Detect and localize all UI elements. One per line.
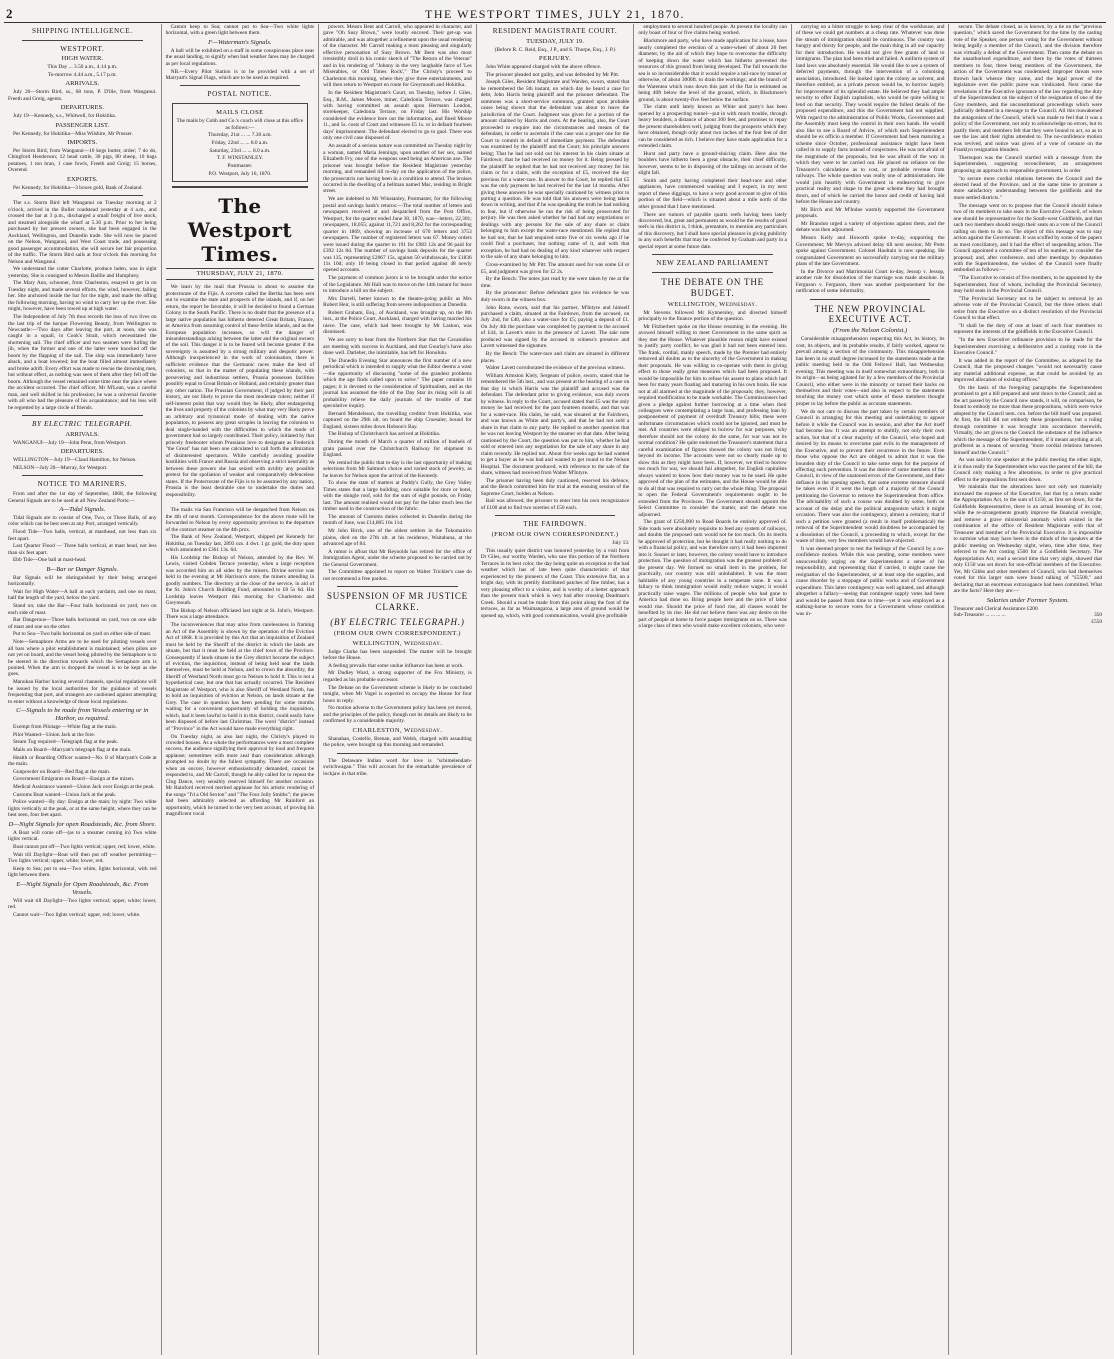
paragraph: Mr Brandon urged a variety of objections against them, and the debate was then adjourned.	[795, 220, 945, 234]
paragraph: Bar Dangerous—Three balls horizontal on yard, two on one side of mast and one on the other.	[8, 617, 157, 630]
paragraph: Considerable misapprehension respecting this Act, its history, its cost, its objects, and its probable results, if fairly worked, appear to prevail among a section of the community. This misapprehension has been in no small degree increased by the statements made at the public meeting held in the Odd Fellows' Hall, last Wednesday evening. This meeting was in itself somewhat extraordinary, both in its origin—as being agitated for by a few members of the Provincial Council, who either were in the minority or turned their backs on themselves and their votes—and also in respect to the statements touching the money cost which some of those members thought proper to lay before the public as accurate statements.	[795, 336, 945, 407]
paragraph: Mr John Birck, one of the oldest settlers in the Tokomairiro plains, died on the 27th ult. at his residence, Waitahuna, at the advanced age of 84.	[323, 528, 472, 548]
divider	[22, 475, 143, 476]
column-3	[319, 24, 477, 1355]
paragraph: Postmaster.	[227, 162, 253, 169]
page-number: 2	[6, 6, 13, 21]
paragraph: On the basis of the foregoing paragraphs the Superintendent promised to get a bill prepared and sent down to the Council; and as the act passed by the Council now stands, it will, on comparison, be found to embody no more than these propositions, which were twice adopted by the Council nem. con. before the bill itself was prepared. At first, the bill did not embody these propositions, but a ruling through committee it was brought into accordance therewith. Virtually, the act gives to the Council the substance of the influence which the message of the Superintendent, if it meant anything at all, proffered as a means of securing "more cordial relations between himself and the Council."	[953, 384, 1103, 456]
paragraph: The message went on to propose that the Council should induce two of its members to take seats in the Executive Council, of whom one should be representative for the South-west Goldfields, and that such two members should resign their seats on a vote of the Council calling on them to do so. The object of this message was to stay action against the Government. It was scoffed by some of the papers as most conciliatory, and it had the effect of suspending action. The Council appointed a committee of ten of its number, to consider the proposal; and, after conference, and after meetings by deputation with the Superintendent, the wishes of the Council were finally embodied as follows:—	[953, 202, 1103, 274]
dateline: THURSDAY, JULY 21, 1870.	[166, 268, 315, 280]
paragraph: Mr Dudley Ward, a strong supporter of the Fox Ministry, is regarded as his probable successor.	[323, 670, 472, 683]
paragraph: July 20—Storm Bird, ss., 68 tons, P. D'ille, from Wanganui. Freeth and Greig, agents.	[8, 89, 157, 102]
paragraph: Per Kennedy, for Hokitika—Miss Wilshire, Mr Prosser.	[13, 130, 133, 137]
divider	[337, 753, 458, 754]
divider	[495, 515, 616, 516]
paragraph: The mails via San Francisco will be despatched from Nelson on the 4th of next month. Correspondence for the above route will be forwarded to Nelson by every opportunity previous to the departure of the contract steamer on the 4th prox.	[165, 507, 315, 533]
paragraph: "The Executive to consist of five members, to be appointed by the Superintendent, four of whom, including the Provincial Secretary, may hold seats in the Provincial Council.	[953, 275, 1103, 295]
paragraph: It was added in the report of the Committee, as adopted by the Council, that the proposed changes "would not necessarily cause any material additional expense, as that could be avoided by an improved allocation of existing offices."	[953, 357, 1103, 384]
paragraph: Flood Tide—Two balls, vertical, at masthead, not less than six feet apart.	[8, 529, 157, 542]
paragraph: The amount of Customs duties collected in Dunedin during the month of June, was £14,805 16s 11d.	[323, 513, 472, 527]
paragraph: Exempt from Pilotage —White flag at the main.	[13, 723, 117, 730]
paragraph: Steam Tug required—Telegraph flag at the peak.	[13, 739, 119, 746]
paragraph: Thursday, 21st ... ... 7.30 a.m.	[207, 132, 272, 139]
paragraph: In the Resident Magistrate's Court, on Tuesday, before J. Giles, Esq., R.M., James Moore, miner, Caledonia Terrace, was charged with having committed an assault upon Hermann London, storekeeper, Caledonia Terrace, on Friday last. His Worship considered the evidence bore out the information, and fined Moore 1l., and 5s. costs of Court and witnesses £5 1s. or in default fourteen days' imprisonment. The defendant elected to go to gaol. There was only one civil case disposed of.	[323, 90, 472, 142]
paragraph: Wait for High Water—A ball at each yardarm, and one on mast, half the length of the yard, below the yard.	[8, 588, 157, 602]
subheading: CHARLESTON, Wednesday.	[352, 726, 443, 734]
paragraph: Thereupon was the Council startled with a message from the Superintendent, suggesting reconcilement, an arrangement proposing an approach to responsible government, in order	[953, 154, 1103, 174]
notice-box	[172, 103, 309, 182]
row-label: Sub-Treasurer ... ... ... ...	[953, 612, 1006, 619]
paragraph: Stand on; take the Bar—Four balls horizontal on yard, two on each side of mast.	[8, 603, 157, 616]
paragraph: Customs Boat wanted—Union Jack at the peak.	[13, 791, 117, 798]
divider	[180, 85, 301, 86]
subheading: (FROM OUR OWN CORRESPONDENT.)	[334, 629, 461, 637]
subheading: TUESDAY, JULY 19.	[526, 37, 584, 45]
paragraph: NELSON—July 20—Murray, for Westport.	[13, 464, 108, 471]
section-heading: POSTAL NOTICE.	[207, 90, 273, 99]
paragraph: Pilot Wanted—Union Jack at the fore.	[13, 731, 96, 738]
subheading: D—Night Signals for open Roadsteads, &c. from Shore.	[8, 820, 157, 828]
paragraph: Smith and party having completed their head-race and other appliances, have commenced washing and I expect, in my next report of these diggings, to have a very good account to give of this portion of the field—which is situated about a mile north of the other ground that I have mentioned.	[638, 177, 787, 210]
paragraph: WELLINGTON—July 19—Claud Hamilton, for Nelson.	[13, 457, 137, 464]
paragraph: Note—Semaphore Arms are to be used for piloting vessels over all bars where a pilot establishment is maintained; when pilots are not yet on board, and the vessel being piloted by the Semaphore is to be steered in the direction towards which the Semaphore arm is pointed. When the arm is dropped the vessel is to be kept as she goes.	[8, 639, 157, 678]
subheading: ARRIVALS.	[65, 430, 100, 438]
section-heading: WESTPORT.	[60, 44, 105, 53]
paragraph: Robert Graham, Esq., of Auckland, was brought up, on the 8th inst., at the Police Court, Auckland, charged with having married his niece. The case, which had been brought by Mr Laskon, was dismissed.	[323, 309, 472, 336]
paragraph: "The Provincial Secretary not to be subject to removal by an adverse vote of the Provincial Council, but the three others shall retire from the Executive on a distinct resolution of the Provincial Council to that effect.	[953, 295, 1103, 322]
section-heading: SUSPENSION OF MR JUSTICE CLARKE.	[326, 591, 468, 613]
column-4	[477, 24, 635, 1355]
paragraph: John White appeared charged with the above offence.	[485, 63, 602, 70]
subheading: Salaries under Former System.	[986, 596, 1069, 604]
divider	[810, 299, 931, 300]
paragraph: "to secure more cordial relations between the Council and the elected head of the Province, and at the same time to promote a more satisfactory understanding between the goldfields and the more settled districts."	[953, 175, 1103, 201]
paragraph: Put to Sea—Two balls horizontal on yard on either side of mast.	[13, 631, 152, 638]
paragraph: Hurst and party have a ground-sluicing claim. Here also the boulders have hitherto been a great obstacle, their chief difficulty, however, seems to be in disposing of the tailings on account of the slight fall.	[638, 150, 787, 177]
paragraph: Walter Lavett corroborated the evidence of the previous witness.	[485, 365, 625, 372]
paragraph: Cannot keep to Sea; cannot put to Sea—Two white lights horizontal, with a green light between them.	[165, 24, 315, 37]
paragraph: The s.s. Storm Bird left Wanganui on Tuesday morning at 2 o'clock, arrived in the Buller roadstead yesterday at 4 a.m., and crossed the bar at 3 p.m., discharged a small freight of live stock, and steamed alongside the wharf at 5.30 p.m. Prior to her being purchased by her present owners, she had been engaged in the Auckland, Wellington, and Dunedin trade. She will now be placed on the Nelson, Wanganui, and West Coast trade, and possessing good passenger accommodation, she will secure her fair proportion of the traffic. The Storm Bird sails at four o'clock this morning for Nelson and Wanganui.	[8, 200, 157, 265]
paragraph: WANGANUI—July 19—John Penn, from Westport.	[13, 439, 127, 446]
paragraph: Mrs Darrell, better known to the theatre-going public as Mrs Robert Heir, is still suffering from severe indisposition at Dunedin.	[323, 295, 472, 309]
section-heading: NEW ZEALAND PARLIAMENT	[656, 259, 769, 268]
paragraph: The claim until lately known as White and party's has been opened by a prospecting tunnel—put in with much trouble, through heavy boulders, a distance of about 300 feet, and promises to repay the present shareholders well, judging from the prospects which they have obtained, though only about two inches of the four feet of dirt can be considered as rich. I believe they have made application for a extended claim.	[638, 104, 787, 150]
subheading: F—Waterman's Signals.	[208, 38, 272, 46]
columns	[4, 24, 1106, 1355]
paragraph: The grant of £250,000 to Road Boards be entirely approved of. Side roads were absolutely requisite to feed any system of railways, and doubts the proposed sum would not be too much. On its merits he approved of protection, but he thought it had really nothing to do with a financial policy, and was therefore sorry it had been imported into it. Sooner or later, however, the colony would have to introduce protection. The question of immigration was the greatest problem of the present day. We formed no small item in the problem, for practically, our country was still uninhabited. It was the most habitable of any young countries in a temperate zone. It was a fallacy to think immigration would really reduce wages; it would practically raise wages. The millions of people who had gone to America had done so. Bring people here and the price of labor would rise. Should the price of food rise, all classes would be benefited by its rise. He did not believe there was any desire on the part of people at home to force pauper immigrants on us. There was a large class of men who would make excellent colonists, who were	[638, 519, 787, 630]
paragraph: By the prosecutor: Before defendant gave his evidence he was duly sworn in the witness box.	[480, 290, 630, 303]
paragraph: The Bishop of Christchurch has arrived at Hokitika.	[328, 431, 441, 438]
paragraph: Police wanted—By day: Ensign at the main; by night: Two white lights vertically at the peak, or at the same height, where they can be best seen, four feet apart.	[8, 799, 157, 819]
paragraph: The prisoner having been duly cautioned, reserved his defence, and the Bench committed him for trial at the ensuing session of the Supreme Court, holden at Nelson.	[480, 477, 630, 497]
paragraph: In the Divorce and Matrimonial Court to-day, Jessop v. Jessop, another rule for dissolution of the marriage was made absolute. In Ferguson v. Ferguson, there was another postponement for the ratification of some informality.	[795, 268, 945, 295]
paragraph: William Armston Kiely, Sergeant of police, sworn, stated that he remembered the 5th inst., and was present at the hearing of a case on that day in which Harris was the plaintiff and accused was the defendant. The defendant prior to giving evidence, was duly sworn by witness. In reply to the Court, accused stated that £5 was the only money he had received for the past fourteen months, and that was for a water-race. His claim, he said, was situated at the Fairdown, and was known as White and party's, and that he had not sold a share in that claim to any party. He replied to another question that he was not leaving Westport by the steamer on that date. After being cautioned by the Court, the question was put to him, whether he had sold or entered into any negotiation for the sale of any share in any claim recently. He replied not. About five weeks ago he had wanted to get a buyer as he was bad and wanted to get round to the Nelson Hospital. The document produced, with reference to the sale of the share, witness had received from Walter M'Intyre.	[480, 372, 630, 477]
paragraph: Mails on Board—Marryatt's telegraph flag at the main.	[13, 746, 132, 753]
subheading: PERJURY.	[538, 55, 572, 63]
paragraph: Cannot wait—Two lights vertical; upper, red; lower, white.	[13, 911, 141, 918]
paragraph: The mails by Cobb and Co.'s coach will close at this office as follows:—	[176, 118, 304, 131]
paragraph: "It shall be the duty of one at least of such four members to represent the interests of the goldfields in the Executive Council.	[953, 322, 1103, 336]
subheading: (FROM OUR OWN CORRESPONDENT.)	[491, 531, 619, 539]
paragraph: The inconveniences that may arise from carelessness in framing an Act of the Assembly is shown by the operation of the Eviction Act of 1868. It is provided by this Act that an inquisition of Zealand must be held by the Sheriff of the district in which the lands are situate, but that it must be held at the chief town of the Province. Consequently if lands situate in the Grey district become the subject of eviction, the inquisition, instead of being held near the lands themselves, must be held at Nelson, and to crown the absurdity, the Sheriff of Westland North must go to Nelson to hold it. This is not a hypothetical case, but one that has actually occurred. The Resident Magistrate of Westport, who is also Sheriff of Westland North, has to hold an inquisition of eviction at Nelson, on lands situate at the Grey. The case in question has been pending for some months waiting for a convenient opportunity of holding the inquisition, which, had it been lawful to hold it in this district, could easily have been disposed of before last Christmas. The word "district" instead of "Province" in the Act would have made everything right.	[165, 622, 315, 732]
paragraph: This usually quiet district was honored yesterday by a visit from Dr Giles, our worthy Warden, who saw this portion of the Northern Terraces in its best color, the day being quite an exception to the bad weather which has of late been quite characteristic of that experienced by the pioneers of the Coast. This extensive flat, on a bright day, with its prettily distributed patches of fine timber, has a very pleasing effect to a visitor, and is worthy of a better approach than the present track which is very bad after crossing Deadman's Creek. Should a road be made from this point along the foot of the terraces, as far as Waimangaroa, a large area of ground would be opened up, which, with good communication, would give profitable	[480, 547, 630, 619]
paragraph: Cross-examined by Mr Pitt: The amount sued for was some £4 or £5, and judgment was given for £2 2s.	[480, 262, 630, 275]
paper-title: The Westport Times.	[187, 194, 293, 267]
paragraph: Friday, 22nd ... ... 8.0 a.m.	[211, 139, 269, 146]
paragraph: P.O. Westport, July 16, 1870.	[208, 170, 272, 177]
paragraph: To show the state of matters at Paddy's Gully, the Grey Valley Times states that a large building, once suitable for store or hotel, with the shingle roof, sold for the sum of eight pounds, on Friday last. The amount realised would not pay for the labor much less the timber used in the construction of the fabric.	[323, 480, 472, 513]
paragraph: Shanahan, Costello, Brenan, and Welsh, charged with assaulting the police, were brought up this morning and remanded.	[323, 735, 472, 749]
paragraph: An assault of a serious nature was committed on Tuesday night by a woman, named Maria Jennings, upon another of her sex, named Elizabeth Fry, one of the weapons used being an American axe. The prisoner was brought before the Resident Magistrate yesterday morning, and remanded till to-day on the application of the police, the prosecutrix not having been in a condition to attend. The bruises occurred in the dwelling of a bellman named Mac, residing in Bright street.	[323, 143, 472, 195]
paragraph: We do not care to discuss the part taken by certain members of Council in arranging for this meeting and undertaking to appear before it while the Council was in session, and after the Act itself had become law. It was an attempt to stultify, not only their own action, but that of a clear majority of the Council, who hoped and desired by its means to overcome past evils in the management of the Executive, and to prevent their recurrence in the future. Even those who oppose the Act are obliged to admit that it was the bounden duty of the Council to take some steps for the purpose of effecting such prevention. It was the desire of some members of the Council, in view of the unatoned errors of the Government, and their defiance in the opening speech, that some extreme measure should be taken even if it went the length of a majority of the Council petitioning the Governor to remove the Superintendent from office. The advisability of such a course was doubted by some, both on account of the delay and the political antagonism which it might occasion. There was also the contingency, almost a certainty, that if such a petition were granted (a result in itself problematical) the removal of the Superintendent would doubtless be accompanied by a dissolution of the Council, a proceeding to which, except for the waste of time, very few members would have objected.	[795, 408, 945, 545]
paragraph: Last Quarter Flood — Three balls vertical, at mast head, not less than six feet apart.	[8, 543, 157, 556]
paragraph: We are indebted to Mr Winstanley, Postmaster, for the following postal and savings bank's returns:—The total number of letters and newspapers received at and despatched from the Post Office, Westport, for the quarter ended June 30, 1870, was—letters, 22,301; newspapers, 18,055; against 11,721 and 8,262 for the corresponding quarter in 1869, showing an increase of 670 letters and 3753 newspapers. The number of registered letters was 67. Money orders were issued during the quarter to 191 for £983 12s and 96 paid for £392 12s 8d. The number of savings bank deposits for the quarter was 135, representing £2067 15s, against 50 withdrawals, for £1836 11s 10d; only 10 being closed in that period against 48 newly opened accounts.	[323, 196, 472, 274]
paragraph: Government Emigrants on Board—Ensign at the mizen.	[13, 776, 135, 783]
paragraph: No motion adverse to the Government policy has been yet moved, and the principles of the policy, though not its details are likely to be confirmed by a considerable majority.	[323, 705, 472, 725]
paragraph: employment to several hundred people. At present the locality can only boast of four or five claims being worked.	[638, 24, 787, 37]
paragraph: Bar Signals will be distinguished by their being arranged horizontally.	[8, 574, 157, 588]
paragraph: The Mary Ann, schooner, from Charleston, essayed to get in on Tuesday night, and made several efforts, the wind, however, failing her. She anchored inside the bar for the night, and made the offing the following morning, having no wind to carry her up the river. She might, however, have been towed up at high water.	[8, 280, 157, 313]
paragraph: carrying on a bitter struggle to keep clear of the workhouse, and of these we could get numbers at a cheap rate. Whatever was done the stream of immigration should be continuous. The country was hungry and thirsty for people, and the main thing in all our capacity for their introduction. He would not give free grants of land to immigrants. The plan had been tried and failed. A uniform system of land laws was absolutely essential. He would like to see a system of deferred payments, through the intervention of a colonising association, introduced. He looked upon the colony as solvent, and therefore entitled, as a private person would be, to borrow largely for improvement of its splendid estate. He believed they had ample security to offer English capitalists, who would be quite willing to lend on that security. They would require the fullest details of the proposed expenditure, and this the Government had not supplied. With regard to the administration of Public Works, Government and the Assembly must keep the control in their own hands. He would also like to see a Board of Advice, of which each Superintendent should be ex officio a member. If Government had been maturing a scheme since October, professional assistance might have been called in to supply facts instead of conjectures. He was not afraid of the magnitude of the proposals, but he was afraid of the way in which they were to be carried out. He placed no reliance on the Treasurer's calculations as to cost, or probable revenue from railways. The whole question was really one of administration. He would join heartily with Government in endeavoring to give practical reality and shape to the great scheme they had brought down, and of which he carried the honor and credit of having laid before the House and country.	[795, 24, 945, 206]
divider	[172, 186, 309, 188]
paragraph: T. F. WINSTANLEY.	[216, 155, 264, 162]
paragraph: A feeling prevails that some undue influence has been at work.	[328, 662, 464, 669]
divider	[652, 254, 773, 255]
paragraph: Tidal Signals are to consist of One, Two, or Three Balls, of any color which can be best seen at any Port, arranged vertically.	[8, 514, 157, 528]
table-row	[953, 619, 1102, 625]
paragraph: This Day ... 3.50 a.m., 4.14 p.m.	[47, 64, 118, 71]
paragraph: Bernard Mendelsson, the travelling creditor from Hokitika, was captured on the 29th ult. on board the ship Cruesaler, bound for England, sixteen miles down Hobson's Bay.	[323, 410, 472, 430]
subheading: ARRIVALS.	[65, 80, 100, 88]
paragraph: The Independent of July 7th thus records the loss of two lives on the last trip of the barque Flowering Beauty, from Wellington to Newcastle:—'Two days after leaving the port, at noon, she was caught in a squall, in Cook's Strait, which necessitated the shortening sail. The chief officer and two seamen were furling the jib, when the former and one of the latter were knocked off the boom by the flapping of the sail. The ship was immediately hove aback, and a boat lowered; but the boat filled almost immediately and broke adrift. Every effort was made to rescue the drowning men, but without effect, as nothing was seen of them after they fell off the boom. Although the vessel remained some time near the place where the accident occurred. The chief officer, Mr M'Lean, was a careful man, and well skilled in his profession; he was a universal favorite with all who had the pleasure of his acquaintance; and his loss will be regretted by a large circle of friends.	[8, 314, 157, 411]
section-heading: THE NEW PROVINCIAL EXECUTIVE ACT.	[814, 303, 926, 325]
section-heading: BY ELECTRIC TELEGRAPH.	[32, 420, 133, 429]
paragraph: The Bishop of Nelson officiated last night at St. John's, Westport. There was a large attendance.	[165, 607, 315, 621]
masthead-title: THE WESTPORT TIMES, JULY 21, 1870.	[425, 7, 685, 21]
paragraph: Judge Clarke has been suspended. The matter will be brought before the House.	[323, 648, 472, 662]
column-2	[162, 24, 320, 1355]
divider	[22, 415, 143, 416]
section-heading: THE FAIRDOWN.	[523, 520, 587, 529]
subheading: WELLINGTON, Wednesday.	[352, 639, 443, 647]
divider	[22, 40, 143, 41]
row-amount: £550	[1091, 618, 1103, 625]
paragraph: Boat cannot put off—Two lights vertical; upper, red; lower, white.	[13, 843, 156, 850]
paragraph: Keep to Sea; put to sea—Two white, lights horizontal, with red light between them.	[8, 865, 157, 879]
paragraph: Blackmore and party, who have made application for a lease, have nearly completed the erection of a water-wheel of about 20 feet diameter, by the aid of which they hope to overcome the difficulty of keeping down the water which has hitherto prevented the resources of this ground from being developed. The full towards the sea is so inconsiderable that it would require a tail-race by tunnel or otherwise, of about 3000ft. to drain the workings; and the branch of the Warentea which runs down this part of the flat is estimated as being 40ft below the level of the ground, which, in Blackmore's ground, is about twenty-five feet below the surface.	[638, 38, 787, 103]
section-heading: THE DEBATE ON THE BUDGET.	[661, 277, 764, 298]
row-amount: 350	[1093, 612, 1103, 619]
column-5	[634, 24, 792, 1355]
subheading: DEPARTURES.	[60, 104, 104, 112]
subheading: MAILS CLOSE	[216, 109, 264, 117]
paragraph: Will wait till Daylight—Two lights vertical; upper, white; lower, red.	[8, 897, 157, 911]
subheading: HIGH WATER.	[61, 55, 104, 63]
paragraph: By the Bench: The notes just read by me were taken by me at the time.	[480, 276, 630, 289]
paragraph: Saturday, 23rd ... ... 8.0 a.m.	[209, 147, 271, 154]
paragraph: Mr Fitzherbert spoke on the House resuming in the evening. He avowed himself willing to meet Government in the same spirit as they met the House. Whatever plausible reason might have existed to justify party conflict, he was glad it had not been entered into. The frank, cordial, manly speech, made by the Premier had entirely removed all doubts as to the sincerity of the Government in making their proposals. He was willing to co-operate with them in giving effect to those really great measures which had been proposed. It would be impossible for him to refuse his assent to plans which had been for many years floating and maturing in his own brain. He was not at all alarmed at the magnitude of the proposals; they, however, required modification to be made workable. The Commissioners had given a pledge against further borrowing at a time when their colleagues were contemplating a large loan, and professing loan by postponement of payment of overdraft Treasury bills; these were unfortunate circumstances which could not be ignored, and must be met. All countries were obliged to borrow for war purposes, why therefore should not the colony do the same, for war was not its normal condition? He quite endorsed the Treasurer's statement that a careful examination of figures showed the colony was not living beyond its income. The accounts were not so clearly made up to show this as they might have been. If, however, we tried to borrow too much for war, we should fail altogether, for English capitalists always wanted to know how their money was to be used. He quite approved of the plan of the estimates, and the House would be able to do all that was required to carry out the whole thing. The proposal to open the Federal Government's requirements ought to be extended from the Provinces. The Government should appoint the Select Committee to consider the matter, and the debate was adjourned.	[638, 323, 787, 518]
paragraph: We understand the cutter Charlotte, produce laden, was in sight yesterday. She is consigned to Messrs Baillie and Humphrey.	[8, 266, 157, 279]
paragraph: Manukau Harbor having several channels, special regulations will be issued by the local authorities for the guidance of vessels frequenting that port, and strangers are cautioned against attempting to enter without a knowledge of those local regulations.	[8, 679, 157, 705]
paragraph: His Lordship the Bishop of Nelson, attended by the Rev. W. Lewis, visited Cobden Terrace yesterday, when a large reception was accorded him on all sides by the miners. Divine service was held in the evening at Mr Harrison's store, the miners attending in goodly numbers. The directory at the close of the service, in aid of the St. John's Church Building Fund, amounted to £8 5s 6d. His Lordship leaves Westport this morning for Charleston and Greymouth.	[165, 554, 315, 607]
paragraph: The Committee appointed to report on Walter Trickler's case do not recommend a free pardon.	[323, 569, 472, 582]
column-1	[4, 24, 162, 1355]
paragraph: powers. Messrs Bent and Carroll, who appeared in character, and gave "Oh Susy Brown," were loudly encored. Their get-up was admirable, and was altogether a refinement upon the usual rendering of the character. Mr Carroll making a most pleasing and singularly effective personation of Susy Brown. Mr Bent was also most irresistibly droll in his comic sketch of "The Return of the Veteran" and in his rendering of "Johnny in the very laughable farce of 'Les Miserables, or Old Times Rock'," The Christy's proceed to Charleston this morning, where they give three entertainments, and will then return to Westport en route for Greymouth and Hokitika.	[323, 24, 472, 89]
paragraph: July 13.	[612, 540, 630, 546]
divider	[337, 586, 458, 587]
paragraph: We are sorry to hear from the Northern Star that the Cavanidins are meeting with success in Auckland, and that Gourlay's have also done well. Darleher, the inimitable, has left for Honolulu.	[323, 337, 472, 357]
paragraph: Health or Boarding Officer wanted—No. 8 of Marryatt's Code at the main.	[8, 754, 157, 768]
paragraph: John Rone, sworn, said that his partner, M'Intyre and himself purchased a claim, situated at the Fairdown, from the accused, on July 2nd, for £40, also a water-race for £5; paying a deposit of £1. On July 4th the purchase was completed by payment to the accused of £44, in Lavett's store in the presence of Lavett. The sale note produced was signed by the accused in witness's presence and Lavett witnessed the signature.	[480, 304, 630, 350]
section-heading: (BY ELECTRIC TELEGRAPH.)	[330, 616, 465, 627]
subheading: IMPORTS.	[67, 139, 98, 146]
paragraph: A rumor is afloat that Mr Reynolds has retired for the office of Immigration Agent, under the scheme proposed to be carried out by the General Government.	[323, 548, 472, 568]
paragraph: The prisoner pleaded not guilty, and was defended by Mr Pitt.	[485, 71, 620, 78]
paragraph: During the month of March a quarter of million of bushels of grain passed over the Christchurch Railway for shipment to England.	[323, 439, 472, 459]
paragraph: By the Bench: The water-race and claim are situated in different places.	[480, 351, 630, 364]
paragraph: (Before R. C. Reid, Esq., J P., and S. Thorpe, Esq., J. P.)	[494, 46, 616, 53]
subheading: EXPORTS.	[67, 175, 98, 183]
paragraph: Mr Stevens followed Mr Kynnersley, and directed himself principally to the finance portion of the question.	[638, 309, 787, 323]
paragraph: The Bank of New Zealand, Westport, shipped per Kennedy for Hokitika, on Tuesday last, 2893 ozs. 4 dwt. 1 gr. gold, the duty upon which amounted to £361 13s. 6d.	[165, 534, 315, 554]
paragraph: Medical Assistance wanted—Union Jack over Ensign at the peak.	[13, 784, 155, 791]
paragraph: The Debate on the Government scheme is likely to be concluded tonight, when Mr Vogel is expected to occupy the House for four hours in reply.	[323, 684, 472, 704]
divider	[180, 502, 301, 503]
paragraph: July 19—Kennedy, s.s., Whitwell, for Hokitika.	[13, 113, 117, 120]
paragraph: On Tuesday night, as also last night, the Christy's played to crowded houses. As a whole the performances were a most complete success, the audience signifying their approval by loud and frequent applause; sometimes with more zeal than consideration although prompted no doubt by the fullest sympathy. There are occasions when an encore, however enthusiastically demanded, cannot be responded to, and Mr Carroll, though he ably called for to repeat the Clog Dance, very sensibly reserved himself for another occasion. Mr Rainford received merited applause for his artistic rendering of the songs "I'd a Old Sexton" and "The Four Jolly Smiths"; the pieces had been admirably selected as affording Mr Rainford an opportunity, which he turned to the very best account, of proving his magnificent vocal	[165, 733, 315, 818]
paragraph: Ebb Tide—One ball at mast-head.	[13, 557, 87, 564]
section-heading: SHIPPING INTELLIGENCE.	[31, 27, 133, 35]
column-7	[949, 24, 1106, 1355]
paragraph: "In the new Executive ordinance provision to be made for the Superintendent exercising a deliberative and a casting vote in the Executive Council."	[953, 337, 1103, 357]
paragraph: From and after the 1st day of September, 1868, the following General Signals are to be used at all New Zealand Ports:—	[8, 491, 157, 504]
paragraph: We maintain that the alterations have not only not materially increased the expense of the Executive, but that by a return under the Appropriation Act, to the sum of £150, as first set down, for the Goldfields Representative, there is an actual lessening of its cost, while the re-arrangements greatly improve the financial oversight, and remove a grave ministerial anomaly which existed in the combination of the office of Resident Magistrate with that of Treasurer and member of the Provincial Executive. It is impossible to surmise what may have been in the minds of the speakers at the public meeting on Wednesday night, when, time after time, they referred to the Act costing £500 for a Goldfields Secretary. The Appropriation Act, read a second time that very night, showed that only £150 was set down for non-official members of the Executive. Yet, Mr Gibbs and other members of Council, who had themselves voted for this larger sum were found talking of "£5500," and declaring that an enormous extravagance had been committed. What are the facts? Here they are:—	[953, 484, 1103, 595]
paragraph: As was said by one speaker at the public meeting the other night, it is thus really the Superintendent who was the parent of the bill, the Council only making a few alterations, in order to give practical effect to the propositions first sent down.	[953, 457, 1103, 483]
subheading: (From the Nelson Colonist.)	[833, 327, 908, 335]
subheading: E—Night Signals for Open Roadsteads, &c. From Vessels.	[16, 880, 149, 896]
subheading: B—Bar or Danger Signals.	[46, 565, 119, 573]
paragraph: There are rumors of payable quartz reefs having been lately discovered, but, great and permanent as would be the results of good reefs in this district is, I think, premature, to mention any particulars of this discovery, but I shall have special pleasure in giving publicity to any such benefits that may be conferred by Graham and party in a special report at some future date.	[638, 211, 787, 250]
paragraph: Gunpowder on Board—Red flag at the main.	[13, 768, 111, 775]
divider	[652, 272, 773, 273]
paragraph: secure. The debate closed, as is known, by a tie on the "previous question," which saved the Government for the time by the casting vote of the Speaker, one person voting for the Government without being legally a member of the Council, and the division therefore was virtually a defeat of the Government. Then came the debate on the unauthorised expenditure, and there by the votes of thirteen members to four, three being members of the Government, the action of the Government was condemned; improper threats were thrown back whence they came, and the legal power of the legislature over the public purse was vindicated. Next came the revelations of the Executive ignorance of the law regarding the duty of the Superintendent on the subject of the resignation of one of the Grey members, and the unconstitutional proceedings which were judicially defeated in a message to the Council. All this reawakened the antagonism of the Council, which was made to feel that it was a policy of the Government, not only to acknowledge no errors, but to justify them; and members felt that they were bound to act, so as to see the law and their rights attended to. The no-confidence motion was revived, and notice was given of a vote of censure on the Franklyn resignation blunders.	[953, 24, 1103, 154]
subheading: DEPARTURES.	[60, 448, 104, 456]
paragraph: Mr Birch and Mr M'Indoe warmly supported the Government proposals.	[795, 206, 945, 220]
section-heading: NOTICE TO MARINERS.	[37, 480, 128, 489]
paragraph: A ball will be exhibited on a staff in some conspicuous place near the usual landing, to signify when bad weather fares may be charged as per local regulations.	[165, 47, 315, 67]
paragraph: The payment of common jurors is to be brought under the notice of the Legislature. Mr Hall was to move on the 14th instant for leave to introduce a bill on the subject.	[323, 275, 472, 295]
divider	[22, 195, 143, 196]
paragraph: Joseph Giles, Resident Magistrate and Warden, sworn, stated that he remembered the 5th instant, on which day he heard a case for debt, John Harris being plaintiff and the prisoner defendant. The summons was a short-service summons, granted upon probable cause being shown that the defendant was about to leave the jurisdiction of the Court. Judgment was given for a portion of the amount claimed by Harris and costs. At the hearing, also, the Court proceeded to enquire into the circumstances and means of the defendant, in order to ascertain if the case was a proper one for the Court to commit in default of immediate payment. The defendant was examined by the plaintiff and the Court; his principle answers being; That he had not sold out his interest in his claim situate at Fairdown; that he had received no money for it. Being pressed by the plaintiff he replied that he had not received any money for his claim or for a claim, with the exception of £5, received the day previous for a water-race. In answer to the Court, he replied that £5 was the only payment he had received for the last 14 months. After giving these answers he was specially cautioned by witness prior to putting a question. He was told that his answers were being taken down in writing, and that if he was speaking the truth he had nothing to fear, but if otherwise he ran the risk of being prosecuted for perjury. He was then asked whether he had had any negotiations or dealings with any persons for the sale of any share or claim belonging to him except the water-race mentioned. He replied that he had not, that he had enquired some five or six weeks ago if he could find a purchaser, but nothing came of it, and with that exception, he had had no dealing of any kind whatever with respect to the sale of any share belonging to him.	[480, 79, 630, 261]
masthead	[4, 4, 1106, 23]
paragraph: The Dunedin Evening Star announces the first number of a new periodical which is intended to supply what the Editor deems a want—the opportunity of discussing "some of the grandest problems which the age finds called upon to solve." The paper contains 16 pages; it is devoted to the consideration of Spiritualism, and as the journal has assumed the title of the Day Star its rising will in all probability relieve the daily journals of the trouble of that speculative inquiry.	[323, 357, 472, 410]
subheading: WELLINGTON, Wednesday.	[667, 300, 758, 308]
column-6	[792, 24, 950, 1355]
section-heading: RESIDENT MAGISTRATE COURT.	[492, 27, 618, 35]
paragraph: We learn by the mail that Prussia is about to assume the protectorate of the Fijis. A corvette called the Bertha has been sent out to examine the state and prospects of the islands, and if, on her return, the report be favorable, it will be decided to found a German Colony in the South Pacific. There is no doubt that the presence of a large native population has hitherto deterred Great Britain, France, or America from assuming control of these fertile islands, and as the European population increases, so will the danger of misunderstandings arising between the latter and the original owners of the soil. This danger it is to be feared will become greater if the sovereignty is assumed by a strong military and despotic power. Although inexperienced in the work of colonisation, there is sufficient evidence that the Germanic races make the best of colonists, so that in the matter of populating these islands, with persevering and industrious settlers, Prussia possesses facilities possibly equal to Great Britain or Holland, and certainly greater than any other nation. The Prussian Government, if judged by their past history, are not likely to prove the most moderate rulers; neither if self-interest point that way would they be likely, after endangering the lives and property of the colonists by what may very likely prove an arbitrary and tyrannical mode of dealing with the native population, to possess any great scruples in leaving the colonists to deal single-handed with the difficulties to which the mode of government had so largely contributed. Their policy, initiated by that princely freebooter whom Prussians love to designate as Frederick "the Great" has not been one calculated to call forth the admiration of disinterested spectators. While carefully avoiding possible hostilities with France and Russia and observing a strict neutrality as between these powers she has seized with avidity any possible pretext for the spoliation of weaker and comparatively defenceless states. If the Protectorate of the Fijis is to be assumed by any nation, Prussia is the least desirable one to undertake the duties and responsibility.	[165, 284, 315, 498]
paragraph: Wait till Daylight—Boat will then put off weather permitting—Two lights vertical; upper, white; lower, red.	[8, 851, 157, 865]
paragraph: Per Kennedy, for Hokitika—3 boxes gold, Bank of Zealand.	[13, 184, 143, 191]
subheading: C—Signals to be made from Vessels entering or in Harbor, as required.	[16, 707, 149, 722]
paragraph: The Delaware Indian word for love is "schimelendam-switchwagan." This will account for the remarkable prevalence of lockjaw in that tribe.	[323, 757, 472, 777]
subheading: A—Tidal Signals.	[59, 506, 106, 513]
paragraph: It was deemed proper to test the feelings of the Council by a no-confidence motion. While this was pending, some members were unsuccessfully urging on the Superintendent a sense of his responsibility, and representing that if carried, it might cause the resignation of the Superintendent, or at least stop the supplies, and cause disorder by a stoppage of public works and of Government expenditure. This latter contingency was well agitated, and although altogether a fallacy—seeing that contingent supply votes had been and would be passed from time to time—yet it was employed as a stalking-horse to secure votes for a Government whose condition was in-	[795, 545, 945, 617]
paragraph: Per Storm Bird, from Wanganui—10 kegs butter, order; 7 do do, Chingford Henderson; 12 head cattle, 30 pigs, 80 sheep, 10 bags potatoes, 1 ton bran, 1 case fowls, Freeth and Greig; 15 horses, Overend.	[8, 147, 157, 174]
row-label: Treasurer and Clerical Assistance £200	[953, 605, 1038, 612]
paragraph: To-morrow 4.44 a.m., 5.17 p.m.	[47, 71, 117, 78]
paragraph: Bail was allowed, the prisoner to enter into his own recognizance of £100 and to find two sureties of £50 each.	[480, 498, 630, 511]
paragraph: A Boat will come off—(as to a steamer coming in) Two white lights vertical.	[8, 829, 157, 843]
paragraph: Messrs Kelly and Howorth spoke to-day, supporting the Government; Mr Mervyn advised delay till next session; Mr Potts spoke against Government. Colonel Haultain is now speaking. He congratulated Government on successfully carrying out the military plans of the late Government.	[795, 235, 945, 267]
subheading: PASSENGER LIST.	[55, 121, 110, 129]
paragraph: NB.—Every Pilot Station is to be provided with a set of Marryatt's Signal Flags, which are to be used as required.	[165, 68, 315, 81]
paragraph: We remind the public that to-day is the last opportunity of making selections from Mr Salmon's choice and varied stock of jewelry, as he leaves for Nelson upon the arrival of the Kennedy.	[323, 459, 472, 479]
